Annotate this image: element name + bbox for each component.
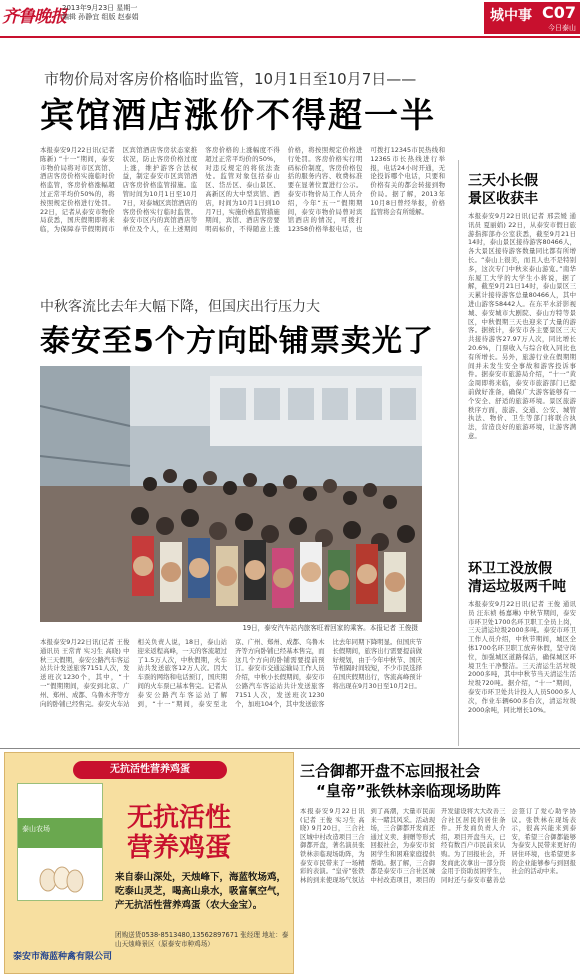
- story3-headline-line2: “皇帝”张铁林亲临现场助阵: [316, 782, 501, 800]
- ad-top-banner: 无抗活性营养鸡蛋: [73, 761, 227, 779]
- right1-headline-line2: 景区收获丰: [468, 191, 538, 207]
- ad-big-line2: 营养鸡蛋: [127, 833, 232, 863]
- right-story2-headline: [468, 560, 566, 596]
- story2-body: 本报泰安9月22日讯(记者 王俊 通讯员 王常青 实习生 高晓) 中秋三天假期，泰安公路汽车客运站共计发送旅客7151人次，发送班次1230个，其中，“十一”假期期间，泰安到北京、广州、郑州、成都、乌鲁木齐等方向的卧铺已经售完。泰安火车站相关负责人说，18日，泰山站迎来返程高峰，一天的客流超过了1.5万人次，中秋假期，火车站共发送旅客12万人次。因大车票的网络和电话预订，国庆期间的火车票已基本售完。记者从泰安公路汽车客运站了解到，“十一”期间，泰安至北京、广州、郑州、成都、乌鲁木齐等方向卧铺已经基本售完，而这几个方向的卧铺需要提前预订。泰安市交通运输局工作人员介绍，中秋小长假期间，泰安市公路汽车客运站共计发送旅客7151人次，发送班次1230个，加班104个，其中发送旅客比去年同期下降明显。但国庆节长假期间，旅客出行需要提前做好规划，由于今年中秋节、国庆节相隔时间较短，不少市民选择在国庆假期出行，客流高峰预计将出现在9月30日至10月2日。: [40, 638, 422, 708]
- right-story1-body: 本报泰安9月22日讯(记者 邢芸媛 通讯员 夏丽娟) 22日，从泰安市假日旅游指挥部办公室获悉，截至9月21日14时，泰山景区接待游客80466人，各大景区接待游客数量同比都有所增长。“泰山上很美，而且人也不是特别多，这次专门中秋来泰山游览。”南华东厦工大学的大学生小蒋说，据了解，截至9月21日14时，泰山景区三天累计接待游客总量80466人，其中进山游客58442人。在东平水浒影视城、泰安城市大剧院、泰山方特等景区，中秋假期三天也迎来了大量的游客。据统计，泰安市各主要景区三天共接待游客27.97万人次，同比增长20.6%，门票收入与综合收入同比也有所增长。另外，旅游行业在假期期间并未发生安全事故和游客投诉事件。据泰安市旅游局介绍，“十一”黄金周即将来临，泰安市旅游部门已提前做好准备，确保广大游客能够有一个安全、舒适的旅游环境。景区旅游秩序方面，旅游、交通、公安、城管执法、物价、卫生等部门将联合执法，营造良好的旅游环境，让游客满意。: [468, 212, 576, 440]
- station-crowd-photo: [40, 366, 422, 622]
- page-number: C07: [541, 3, 576, 22]
- story3-body: 本报泰安9月22日讯(记者 王俊 实习生 高晓) 9月20日，三合社区城中村改造项目三合御都开盘，著名演员张铁林亲临现场助阵，为泰安市民带来了一场精彩的表演。“皇帝”张铁林的到来使现场气氛达到了高潮，大量市民前来一睹其风采。活动现场，三合御都开发商还通过义卖、捐赠等形式回报社会，为泰安市贫困学生和困难家庭提供帮助。据了解，三合御都是泰安市三合社区城中村改造项目，项目的开发建设将大大改善三合社区居民的居住条件。开发商负责人介绍，项目开盘当天，已经有数百户市民前来认购。为了回报社会，开发商此次拿出一部分资金用于资助贫困学生，同时还与泰安市慈善总会签订了爱心助学协议。张铁林在现场表示，很高兴能来到泰安，希望三合御都能够为泰安人民带来更好的居住环境，也希望更多的企业能够参与到回报社会的活动中来。: [300, 808, 576, 884]
- section-sub: 今日泰山: [548, 24, 576, 32]
- ad-contact: 团购送货0538-8513480,13562897671 张经理 地址：泰山天烛峰景区（原泰安市种鸡场）: [115, 931, 289, 948]
- story1-kicker: 市物价局对客房价格临时监管，10月1日至10月7日——: [44, 70, 417, 88]
- section-box: [484, 2, 580, 34]
- ad-big-title: [127, 803, 231, 863]
- right-story1-headline: [468, 172, 538, 208]
- story3-headline-line1: 三合御都开盘不忘回报社会: [300, 762, 481, 780]
- newspaper-logo: 齐鲁晚报: [2, 7, 66, 27]
- ad-slogan: 来自泰山深处，天烛峰下，海蓝牧场鸡，吃泰山灵芝，喝高山泉水，吸富氧空气，产无抗活性营养鸡蛋（农大金宝）。: [115, 872, 287, 911]
- right2-headline-line2: 清运垃圾两千吨: [468, 579, 566, 595]
- egg-advertisement: [4, 752, 294, 974]
- eggs-icon: [38, 864, 84, 894]
- top-rule: [0, 36, 580, 38]
- story2-kicker: 中秋客流比去年大幅下降，但国庆出行压力大: [40, 299, 320, 315]
- date-line: [62, 4, 139, 22]
- column-rule: [458, 160, 459, 746]
- editor-text: 编辑 孙静宜 组版 赵泰娟: [62, 13, 139, 21]
- date-text: 2013年9月23日 星期一: [62, 4, 138, 12]
- right1-headline-line1: 三天小长假: [468, 173, 538, 189]
- ad-big-line1: 无抗活性: [127, 803, 232, 833]
- section-divider: [0, 748, 580, 749]
- right2-headline-line1: 环卫工没放假: [468, 561, 552, 577]
- egg-box-image: [17, 783, 103, 901]
- ad-company: 泰安市海蓝种禽有限公司: [13, 952, 113, 962]
- photo-illustration: [40, 366, 422, 622]
- egg-box-label: 泰山农场: [22, 825, 50, 833]
- story2-headline: 泰安至5个方向卧铺票卖光了: [40, 324, 434, 359]
- story1-body: 本报泰安9月22日讯(记者 陈新) “十一”期间，泰安市物价局将对市区宾馆、酒店客房价格实施临时价格监管，客房价格涨幅超过正常平均价50%的，将按照规定价格进行处罚。22日，记者从泰安市物价局获悉，国庆假期即将来临，为保障春节假期间市区宾馆酒店客房状态家推状况，防止客房价格过度上涨，维护游客合法权益，制定泰安市区宾馆酒店客房价格监管措施。监管时间为10月1日至10月7日，对泰城区宾馆酒店的客房价格实行临时监管。泰安市区内的宾馆酒店等单位及个人，在上述期间客房价格的上涨幅度不得超过正常平均价的50%，对违反规定的将依法查处。监管对象包括泰山区、岱岳区、泰山景区、高新区的大中型宾馆、酒店，时间为10月1日到10月7日，实施价格监管措施期间，宾馆、酒店客房要明码标价，不得随意上涨价格，将按照规定价格进行处罚。客房价格实行明码标价制度，客房价格包括的服务内容、收费标准要在显著位置进行公示。泰安市物价局工作人员介绍，今年“五一”假期期间，泰安市物价局曾对宾馆酒店的情况，可拨打12358价格举报电话，也可拨打12345市民热线和12365市长热线进行举报，电话24小时开通，无论投诉哪个电话，只要和价格有关的都会转接到物价局。据了解，2013年10月8日曾经举报，价格监管将会有所缓解。: [40, 146, 445, 234]
- section-name: 城中事: [490, 8, 532, 24]
- photo-caption: 19日，泰安汽车站内旅客旺着回家的乘客。本报记者 王俊摄: [242, 624, 418, 632]
- right-story2-body: 本报泰安9月22日讯(记者 王俊 通讯员 汪东祯 杨嘉琳) 中秋节期间，泰安市环卫处1700名环卫职工全员上岗，三天清运垃圾2000多吨。泰安市环卫工作人员介绍，中秋节期间，城区全体1700名环卫职工放弃休假，坚守岗位，加强城区道路保洁，确保城区环境卫生干净整洁。三天清运生活垃圾2000多吨，其中中秋节当天清运生活垃圾720吨。据介绍，“十一”期间，泰安市环卫处共计投入人员5000多人次，作业车辆600多台次，清运垃圾2000余吨，同比增长10%。: [468, 600, 576, 714]
- story1-headline: 宾馆酒店涨价不得超一半: [40, 96, 436, 136]
